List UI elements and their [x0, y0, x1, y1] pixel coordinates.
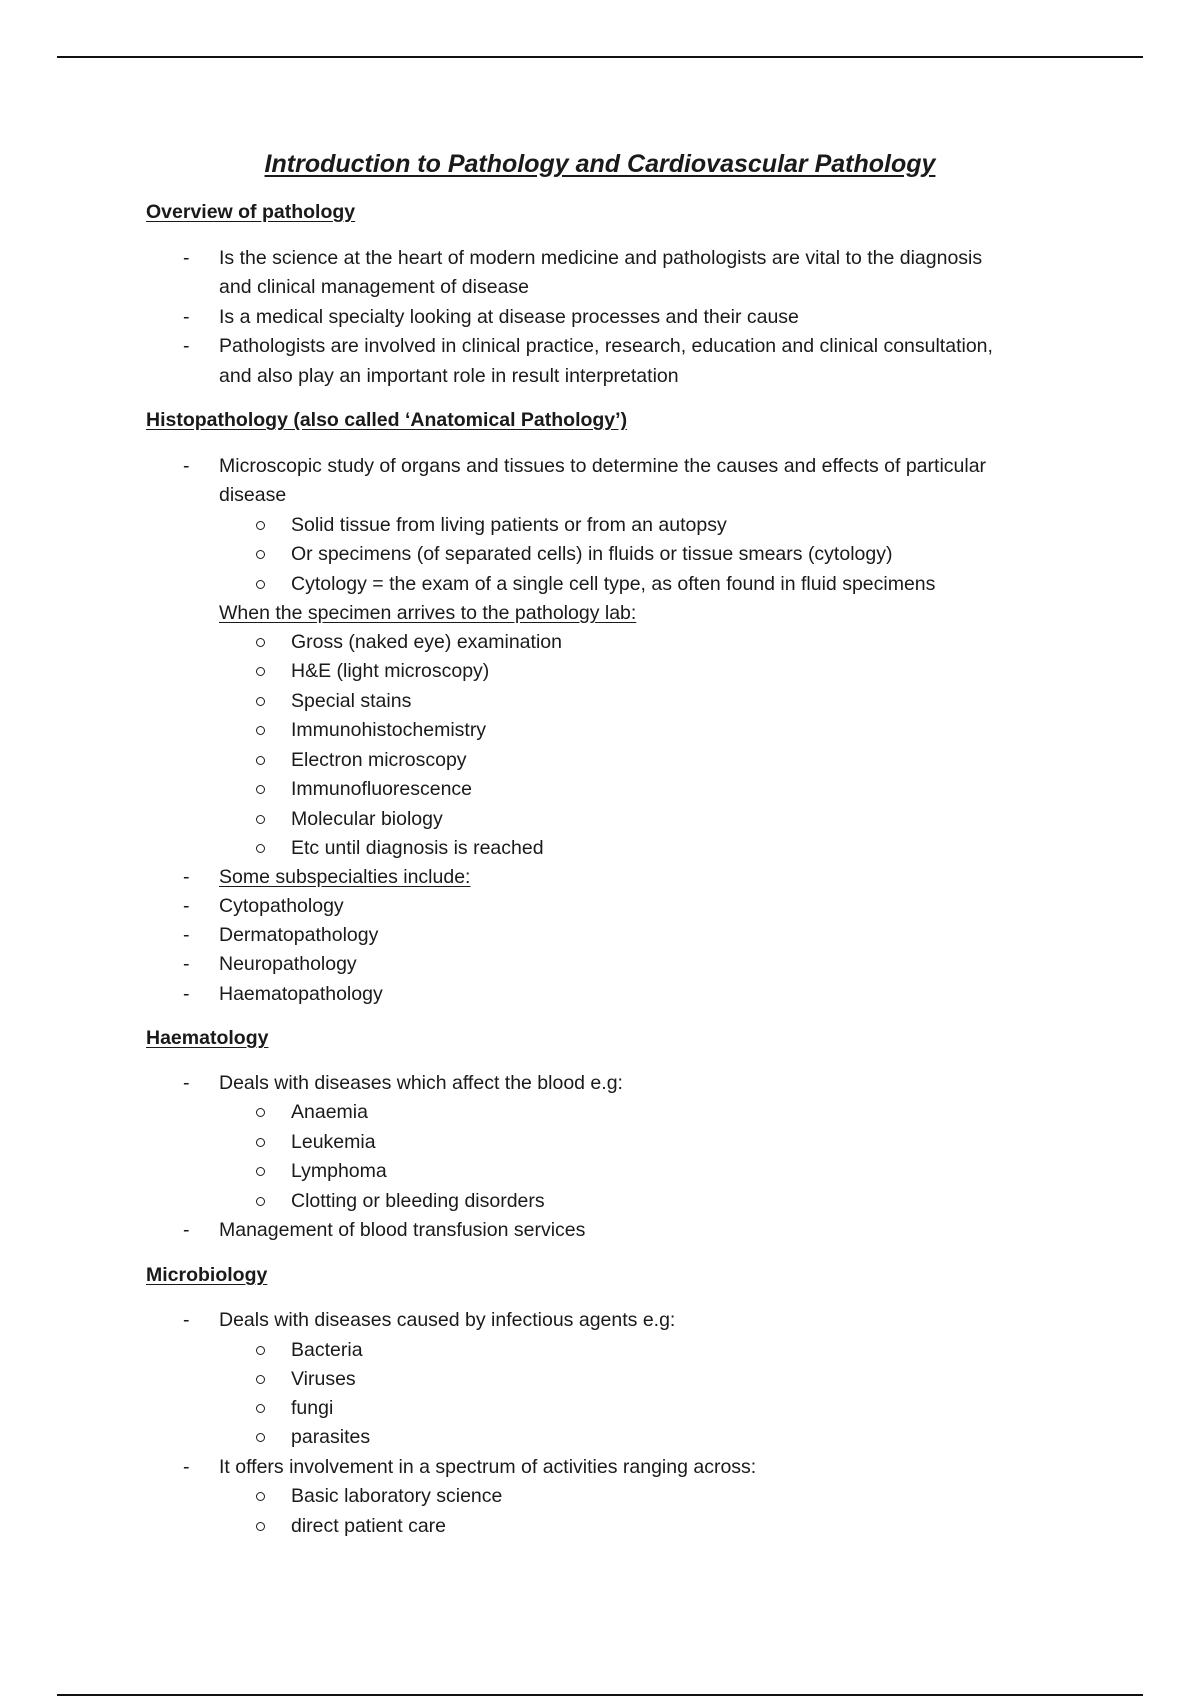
dash-bullet: - [183, 924, 190, 946]
circle-bullet [256, 1433, 265, 1442]
list-item: Haematopathology [219, 983, 383, 1005]
dash-bullet: - [183, 455, 190, 477]
circle-bullet [256, 1108, 265, 1117]
microbiology-line: It offers involvement in a spectrum of activities ranging across: [219, 1456, 757, 1478]
dash-bullet: - [183, 953, 190, 975]
overview-line: and also play an important role in result interpretation [219, 365, 679, 387]
list-item: Gross (naked eye) examination [291, 631, 562, 653]
section-heading-overview: Overview of pathology [146, 201, 356, 223]
list-item: Or specimens (of separated cells) in fluids or tissue smears (cytology) [291, 543, 893, 565]
list-item: Anaemia [291, 1101, 368, 1123]
list-item: Electron microscopy [291, 749, 467, 771]
section-heading-histopathology: Histopathology (also called ‘Anatomical Pathology’) [146, 409, 628, 431]
overview-line: Is the science at the heart of modern medicine and pathologists are vital to the diagnosis [219, 247, 983, 269]
list-item: parasites [291, 1426, 371, 1448]
list-item: Viruses [291, 1368, 356, 1390]
list-item: Immunofluorescence [291, 778, 473, 800]
list-item: Molecular biology [291, 808, 443, 830]
circle-bullet [256, 785, 265, 794]
circle-bullet [256, 1375, 265, 1384]
circle-bullet [256, 667, 265, 676]
dash-bullet: - [183, 1072, 190, 1094]
circle-bullet [256, 815, 265, 824]
list-item: Bacteria [291, 1339, 363, 1361]
list-item: Basic laboratory science [291, 1485, 503, 1507]
overview-line: Pathologists are involved in clinical practice, research, education and clinical consultation, [219, 335, 993, 357]
top-rule [57, 56, 1143, 58]
overview-line: and clinical management of disease [219, 276, 530, 298]
list-item: Cytopathology [219, 895, 344, 917]
circle-bullet [256, 697, 265, 706]
circle-bullet [256, 550, 265, 559]
list-item: Leukemia [291, 1131, 376, 1153]
list-item: Dermatopathology [219, 924, 379, 946]
histopathology-line: disease [219, 484, 287, 506]
circle-bullet [256, 1346, 265, 1355]
circle-bullet [256, 1522, 265, 1531]
haematology-line: Deals with diseases which affect the blood e.g: [219, 1072, 623, 1094]
subspecialties-heading: Some subspecialties include: [219, 866, 471, 888]
microbiology-line: Deals with diseases caused by infectious agents e.g: [219, 1309, 676, 1331]
list-item: Solid tissue from living patients or from an autopsy [291, 514, 727, 536]
dash-bullet: - [183, 306, 190, 328]
overview-line: Is a medical specialty looking at disease processes and their cause [219, 306, 799, 328]
lab-process-heading: When the specimen arrives to the pathology lab: [219, 602, 637, 624]
list-item: Clotting or bleeding disorders [291, 1190, 545, 1212]
list-item: direct patient care [291, 1515, 447, 1537]
list-item: Neuropathology [219, 953, 357, 975]
circle-bullet [256, 1404, 265, 1413]
list-item: Lymphoma [291, 1160, 387, 1182]
circle-bullet [256, 844, 265, 853]
circle-bullet [256, 726, 265, 735]
dash-bullet: - [183, 1219, 190, 1241]
list-item: Special stains [291, 690, 412, 712]
list-item: H&E (light microscopy) [291, 660, 490, 682]
list-item: Etc until diagnosis is reached [291, 837, 544, 859]
list-item: Cytology = the exam of a single cell type, as often found in fluid specimens [291, 573, 936, 595]
dash-bullet: - [183, 866, 190, 888]
circle-bullet [256, 1167, 265, 1176]
dash-bullet: - [183, 895, 190, 917]
bottom-rule [57, 1694, 1143, 1696]
section-heading-haematology: Haematology [146, 1027, 269, 1049]
dash-bullet: - [183, 335, 190, 357]
histopathology-line: Microscopic study of organs and tissues to determine the causes and effects of particular [219, 455, 987, 477]
circle-bullet [256, 756, 265, 765]
dash-bullet: - [183, 1456, 190, 1478]
circle-bullet [256, 638, 265, 647]
circle-bullet [256, 1492, 265, 1501]
circle-bullet [256, 521, 265, 530]
section-heading-microbiology: Microbiology [146, 1264, 268, 1286]
haematology-line: Management of blood transfusion services [219, 1219, 586, 1241]
circle-bullet [256, 1138, 265, 1147]
document-title: Introduction to Pathology and Cardiovascular Pathology [264, 150, 936, 178]
list-item: Immunohistochemistry [291, 719, 487, 741]
dash-bullet: - [183, 983, 190, 1005]
dash-bullet: - [183, 247, 190, 269]
circle-bullet [256, 1197, 265, 1206]
list-item: fungi [291, 1397, 334, 1419]
dash-bullet: - [183, 1309, 190, 1331]
circle-bullet [256, 580, 265, 589]
